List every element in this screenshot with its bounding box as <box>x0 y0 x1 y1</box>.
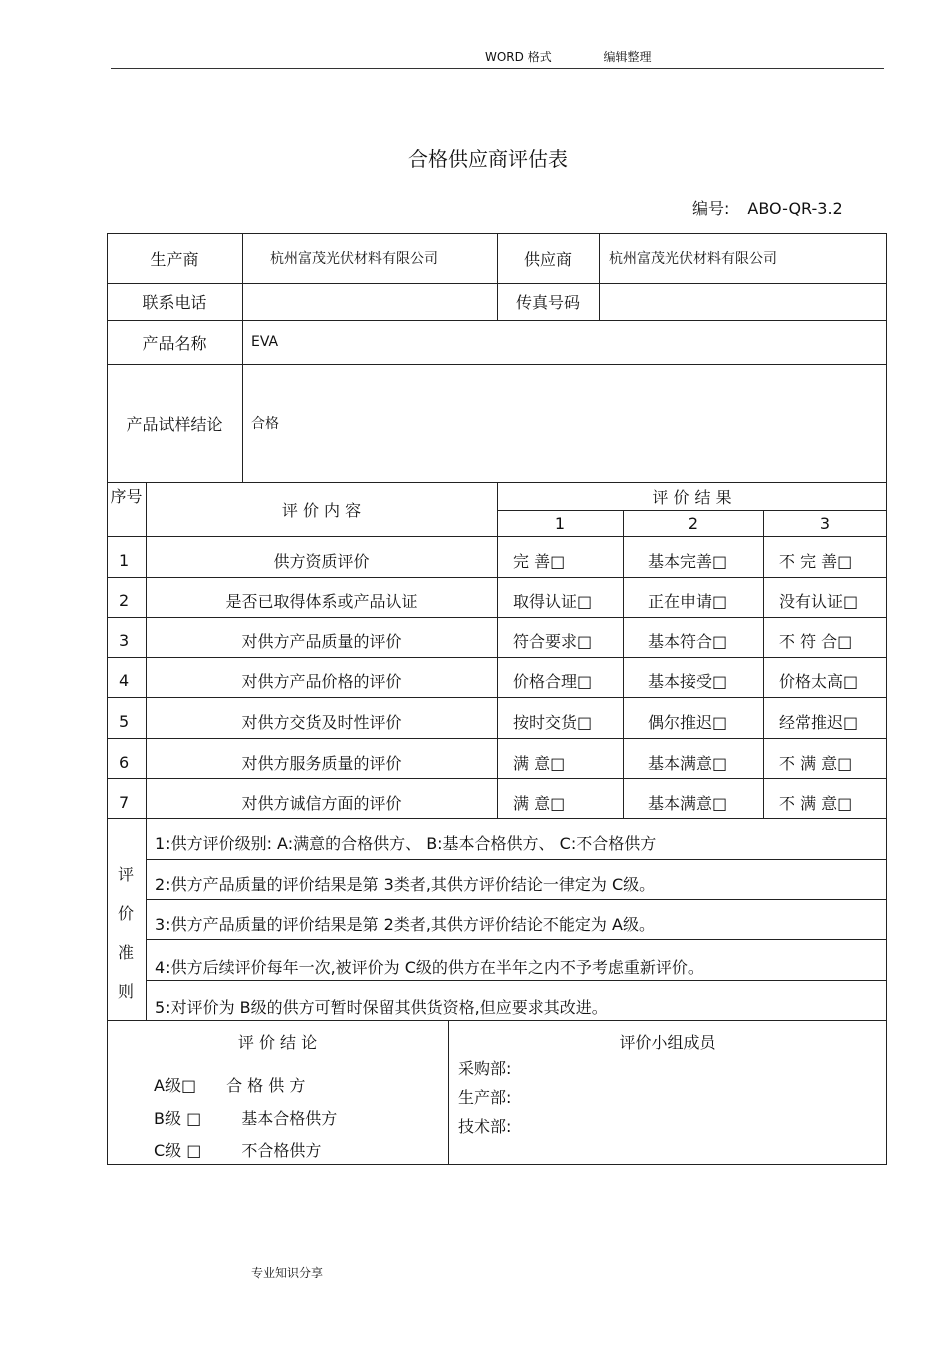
trial-value: 合格 <box>251 416 279 432</box>
grade-b-text: 基本合格供方 <box>241 1109 338 1128</box>
manufacturer-value: 杭州富茂光伏材料有限公司 <box>270 251 438 267</box>
team-purchasing: 采购部: <box>458 1059 512 1078</box>
fax-label: 传真号码 <box>515 293 580 312</box>
header-divider <box>111 68 884 69</box>
col-divider <box>242 233 243 482</box>
row-2-option-1[interactable]: 取得认证□ <box>513 591 593 611</box>
row-6-content: 对供方服务质量的评价 <box>241 753 402 773</box>
criteria-label: 评价准则 <box>117 865 134 1001</box>
grade-c <box>154 1135 321 1167</box>
grade-b-checkbox[interactable]: B级 □ <box>154 1109 202 1128</box>
grade-b <box>154 1103 337 1135</box>
team-title: 评价小组成员 <box>619 1032 716 1052</box>
phone-label: 联系电话 <box>142 293 207 312</box>
content-header: 评 价 内 容 <box>281 500 362 520</box>
criteria-item-5: 5:对评价为 B级的供方可暂时保留其供货资格,但应要求其改进。 <box>155 997 608 1017</box>
row-7-option-1[interactable]: 满 意□ <box>513 793 566 813</box>
row-2-option-2[interactable]: 正在申请□ <box>648 591 728 611</box>
row-4-option-2[interactable]: 基本接受□ <box>648 671 728 691</box>
row-1-option-2[interactable]: 基本完善□ <box>648 551 728 571</box>
criteria-item-4: 4:供方后续评价每年一次,被评价为 C级的供方在半年之内不予考虑重新评价。 <box>155 957 704 977</box>
row-3-content: 对供方产品质量的评价 <box>241 631 402 651</box>
criteria-item-3: 3:供方产品质量的评价结果是第 2类者,其供方评价结论不能定为 A级。 <box>155 914 655 934</box>
col-divider <box>623 510 624 818</box>
col-divider <box>763 510 764 818</box>
grade-a <box>154 1070 305 1102</box>
row-5-content: 对供方交货及时性评价 <box>241 712 402 732</box>
row-4-content: 对供方产品价格的评价 <box>241 671 402 691</box>
grade-c-text: 不合格供方 <box>241 1141 322 1160</box>
header-edit: 编辑整理 <box>603 50 652 64</box>
row-1-content: 供方资质评价 <box>273 551 370 571</box>
page-header <box>485 48 652 65</box>
trial-label: 产品试样结论 <box>126 414 223 434</box>
row-3-option-1[interactable]: 符合要求□ <box>513 631 593 651</box>
row-5-option-2[interactable]: 偶尔推迟□ <box>648 712 728 732</box>
row-2-no: 2 <box>119 590 130 610</box>
row-2-content: 是否已取得体系或产品认证 <box>225 591 418 611</box>
row-4-no: 4 <box>119 670 130 690</box>
header-format: WORD 格式 <box>485 50 552 64</box>
form-code-label: 编号: <box>692 199 730 218</box>
result-col-1: 1 <box>554 513 566 533</box>
row-4-option-1[interactable]: 价格合理□ <box>513 671 593 691</box>
form-code <box>692 196 843 219</box>
form-title: 合格供应商评估表 <box>408 147 568 171</box>
page-footer: 专业知识分享 <box>251 1266 324 1280</box>
manufacturer-label: 生产商 <box>150 249 199 269</box>
criteria-item-2: 2:供方产品质量的评价结果是第 3类者,其供方评价结论一律定为 C级。 <box>155 874 656 894</box>
grade-a-checkbox[interactable]: A级□ <box>154 1076 197 1095</box>
conclusion-title: 评 价 结 论 <box>237 1032 318 1052</box>
supplier-value: 杭州富茂光伏材料有限公司 <box>609 251 777 267</box>
row-3-option-2[interactable]: 基本符合□ <box>648 631 728 651</box>
col-divider <box>599 233 600 320</box>
team-technical: 技术部: <box>458 1117 512 1136</box>
row-7-option-2[interactable]: 基本满意□ <box>648 793 728 813</box>
supplier-label: 供应商 <box>523 249 572 269</box>
team-list <box>458 1054 511 1141</box>
row-5-option-1[interactable]: 按时交货□ <box>513 712 593 732</box>
seq-header: 序号 <box>110 487 143 506</box>
product-label: 产品名称 <box>142 333 207 353</box>
row-6-option-3[interactable]: 不 满 意□ <box>779 753 853 773</box>
result-col-2: 2 <box>687 513 699 533</box>
row-6-option-1[interactable]: 满 意□ <box>513 753 566 773</box>
row-1-option-3[interactable]: 不 完 善□ <box>779 551 853 571</box>
row-6-option-2[interactable]: 基本满意□ <box>648 753 728 773</box>
row-7-option-3[interactable]: 不 满 意□ <box>779 793 853 813</box>
row-6-no: 6 <box>119 752 130 772</box>
row-3-no: 3 <box>119 630 130 650</box>
product-value: EVA <box>251 334 279 350</box>
row-4-option-3[interactable]: 价格太高□ <box>779 671 859 691</box>
grade-a-text: 合 格 供 方 <box>226 1076 306 1095</box>
row-1-no: 1 <box>119 550 130 570</box>
team-production: 生产部: <box>458 1088 512 1107</box>
row-1-option-1[interactable]: 完 善□ <box>513 551 566 571</box>
row-7-no: 7 <box>119 792 130 812</box>
row-5-no: 5 <box>119 711 130 731</box>
row-2-option-3[interactable]: 没有认证□ <box>779 591 859 611</box>
result-header: 评 价 结 果 <box>652 487 732 507</box>
row-7-content: 对供方诚信方面的评价 <box>241 793 402 813</box>
row-5-option-3[interactable]: 经常推迟□ <box>779 712 859 732</box>
result-col-3: 3 <box>819 513 831 533</box>
grade-c-checkbox[interactable]: C级 □ <box>154 1141 202 1160</box>
form-code-value: ABO-QR-3.2 <box>747 199 843 218</box>
criteria-item-1: 1:供方评价级别: A:满意的合格供方、 B:基本合格供方、 C:不合格供方 <box>155 833 657 853</box>
row-3-option-3[interactable]: 不 符 合□ <box>779 631 853 651</box>
